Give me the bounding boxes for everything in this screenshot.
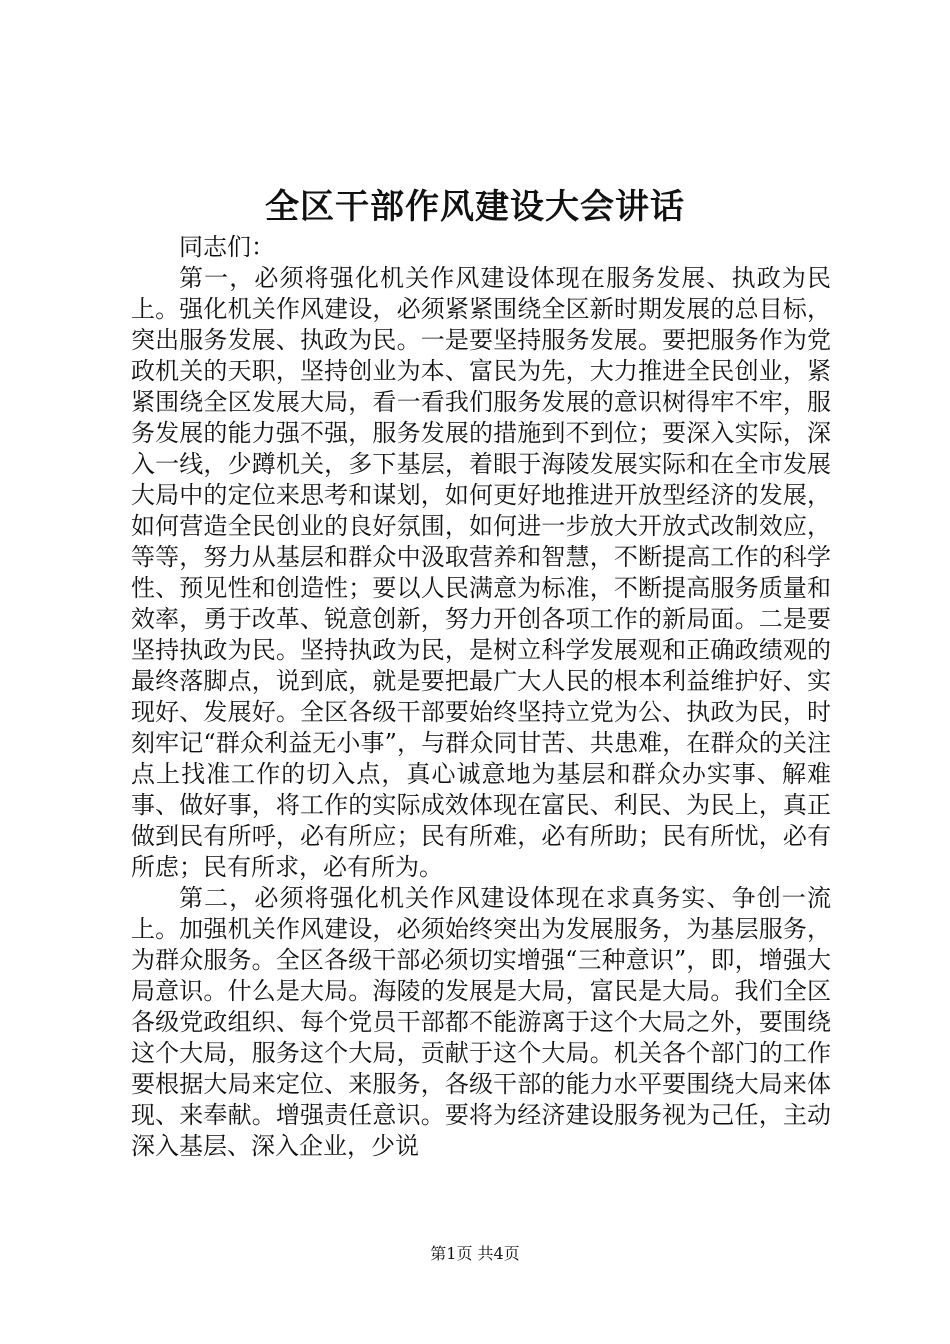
- paragraph-2: 第二，必须将强化机关作风建设体现在求真务实、争创一流上。加强机关作风建设，必须始终突出为发展服务，为基层服务，为群众服务。全区各级干部必须切实增强“三种意识”，即，增强大局意识。什么是大局。海陵的发展是大局，富民是大局。我们全区各级党政组织、每个党员干部都不能游离于这个大局之外，要围绕这个大局，服务这个大局，贡献于这个大局。机关各个部门的工作要根据大局来定位、来服务，各级干部的能力水平要围绕大局来体现、来奉献。增强责任意识。要将为经济建设服务视为己任，主动深入基层、深入企业，少说: [131, 884, 831, 1160]
- document-title: 全区干部作风建设大会讲话: [265, 187, 685, 227]
- page-footer: 第1页 共4页: [430, 1244, 520, 1263]
- paragraph-1: 第一，必须将强化机关作风建设体现在服务发展、执政为民上。强化机关作风建设，必须紧紧围绕全区新时期发展的总目标，突出服务发展、执政为民。一是要坚持服务发展。要把服务作为党政机关的天职，坚持创业为本、富民为先，大力推进全民创业，紧紧围绕全区发展大局，看一看我们服务发展的意识树得牢不牢，服务发展的能力强不强，服务发展的措施到不到位；要深入实际，深入一线，少蹲机关，多下基层，着眼于海陵发展实际和在全市发展大局中的定位来思考和谋划，如何更好地推进开放型经济的发展，如何营造全民创业的良好氛围，如何进一步放大开放式改制效应，等等，努力从基层和群众中汲取营养和智慧，不断提高工作的科学性、预见性和创造性；要以人民满意为标准，不断提高服务质量和效率，勇于改革、锐意创新，努力开创各项工作的新局面。二是要坚持执政为民。坚持执政为民，是树立科学发展观和正确政绩观的最终落脚点，说到底，就是要把最广大人民的根本利益维护好、实现好、发展好。全区各级干部要始终坚持立党为公、执政为民，时刻牢记“群众利益无小事”，与群众同甘苦、共患难，在群众的关注点上找准工作的切入点，真心诚意地为基层和群众办实事、解难事、做好事，将工作的实际成效体现在富民、利民、为民上，真正做到民有所呼，必有所应；民有所难，必有所助；民有所忧，必有所虑；民有所求，必有所为。: [131, 264, 831, 881]
- document-body: [131, 232, 831, 1162]
- salutation: 同志们：: [179, 233, 275, 261]
